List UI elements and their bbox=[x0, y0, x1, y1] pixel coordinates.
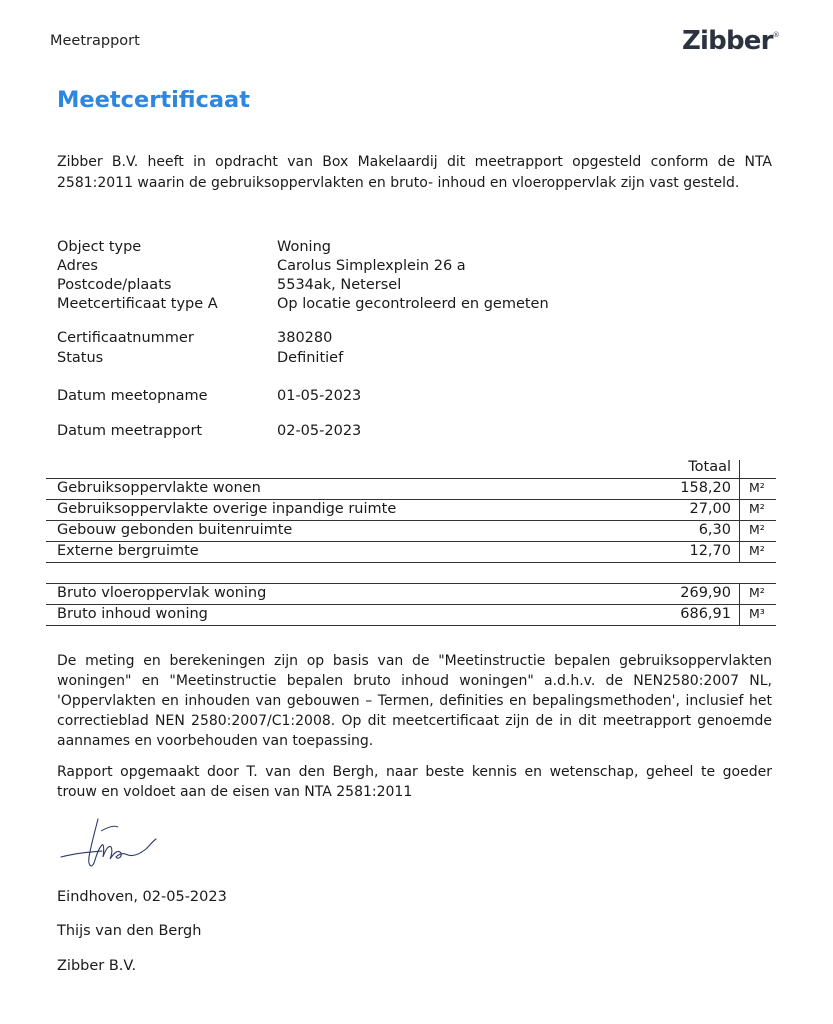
row-unit: M² bbox=[749, 501, 765, 516]
row-unit: M³ bbox=[749, 606, 765, 621]
detail-value: Definitief bbox=[277, 350, 344, 366]
row-label: Bruto vloeroppervlak woning bbox=[57, 585, 267, 601]
row-value: 12,70 bbox=[689, 543, 731, 559]
row-value: 269,90 bbox=[680, 585, 731, 601]
row-value: 6,30 bbox=[698, 522, 731, 538]
detail-label: Status bbox=[57, 350, 104, 366]
table-row bbox=[46, 479, 776, 500]
column-divider bbox=[739, 605, 740, 626]
row-value: 158,20 bbox=[680, 480, 731, 496]
detail-label: Object type bbox=[57, 239, 142, 255]
row-value: 686,91 bbox=[680, 606, 731, 622]
company-logo bbox=[682, 26, 780, 56]
detail-label: Meetcertificaat type A bbox=[57, 296, 218, 312]
page-title: Meetcertificaat bbox=[57, 87, 250, 113]
column-divider bbox=[739, 460, 740, 479]
row-label: Gebruiksoppervlakte wonen bbox=[57, 480, 261, 496]
detail-label: Datum meetopname bbox=[57, 388, 208, 404]
column-divider bbox=[739, 500, 740, 521]
detail-value: 5534ak, Netersel bbox=[277, 277, 402, 293]
table-header-row bbox=[46, 458, 776, 479]
detail-label: Certificaatnummer bbox=[57, 330, 194, 346]
row-label: Gebruiksoppervlakte overige inpandige ruimte bbox=[57, 501, 397, 517]
row-unit: M² bbox=[749, 585, 765, 600]
table-spacer-row bbox=[46, 563, 776, 584]
row-value: 27,00 bbox=[689, 501, 731, 517]
measurement-table bbox=[46, 458, 776, 626]
row-label: Bruto inhoud woning bbox=[57, 606, 208, 622]
place-date: Eindhoven, 02-05-2023 bbox=[57, 889, 227, 905]
column-divider bbox=[739, 542, 740, 563]
signatory-name: Thijs van den Bergh bbox=[57, 923, 202, 939]
column-divider bbox=[739, 584, 740, 605]
detail-value: 01-05-2023 bbox=[277, 388, 362, 404]
detail-label: Datum meetrapport bbox=[57, 423, 203, 439]
detail-label: Adres bbox=[57, 258, 98, 274]
table-row bbox=[46, 500, 776, 521]
doc-label: Meetrapport bbox=[50, 33, 140, 49]
row-unit: M² bbox=[749, 543, 765, 558]
logo-text: Zibber bbox=[682, 26, 773, 56]
signatory-company: Zibber B.V. bbox=[57, 958, 137, 974]
detail-value: Woning bbox=[277, 239, 331, 255]
column-divider bbox=[739, 521, 740, 542]
handwritten-signature bbox=[58, 813, 163, 879]
row-unit: M² bbox=[749, 522, 765, 537]
detail-value: 380280 bbox=[277, 330, 333, 346]
column-divider bbox=[739, 479, 740, 500]
row-label: Externe bergruimte bbox=[57, 543, 199, 559]
table-row bbox=[46, 521, 776, 542]
table-row bbox=[46, 542, 776, 563]
logo-registered-mark: ® bbox=[772, 31, 780, 39]
total-column-header: Totaal bbox=[688, 459, 731, 475]
table-row bbox=[46, 605, 776, 626]
detail-value: Carolus Simplexplein 26 a bbox=[277, 258, 466, 274]
table-row bbox=[46, 584, 776, 605]
detail-value: Op locatie gecontroleerd en gemeten bbox=[277, 296, 549, 312]
row-label: Gebouw gebonden buitenruimte bbox=[57, 522, 293, 538]
detail-label: Postcode/plaats bbox=[57, 277, 172, 293]
report-statement-paragraph: Rapport opgemaakt door T. van den Bergh, naar beste kennis en wetenschap, geheel te goeder trouw en voldoet aan de eisen van NTA 2581:2011 bbox=[57, 764, 772, 800]
intro-paragraph: Zibber B.V. heeft in opdracht van Box Makelaardij dit meetrapport opgesteld conform de NTA 2581:2011 waarin de gebruiksoppervlakten en bruto- inhoud en vloeroppervlak zijn vast gesteld. bbox=[57, 154, 772, 191]
detail-value: 02-05-2023 bbox=[277, 423, 362, 439]
methodology-paragraph: De meting en berekeningen zijn op basis van de "Meetinstructie bepalen gebruiksoppervlakten woningen" en "Meetinstructie bepalen bruto inhoud woningen" a.d.h.v. de NEN2580:2007 NL, 'Oppervlakten en inhouden van gebouwen – Termen, definities en bepalingsmethoden', inclusief het correctieblad NEN 2580:2007/C1:2008. Op dit meetcertificaat zijn de in dit meetrapport genoemde aannames en voorbehouden van toepassing. bbox=[57, 653, 772, 749]
row-unit: M² bbox=[749, 480, 765, 495]
